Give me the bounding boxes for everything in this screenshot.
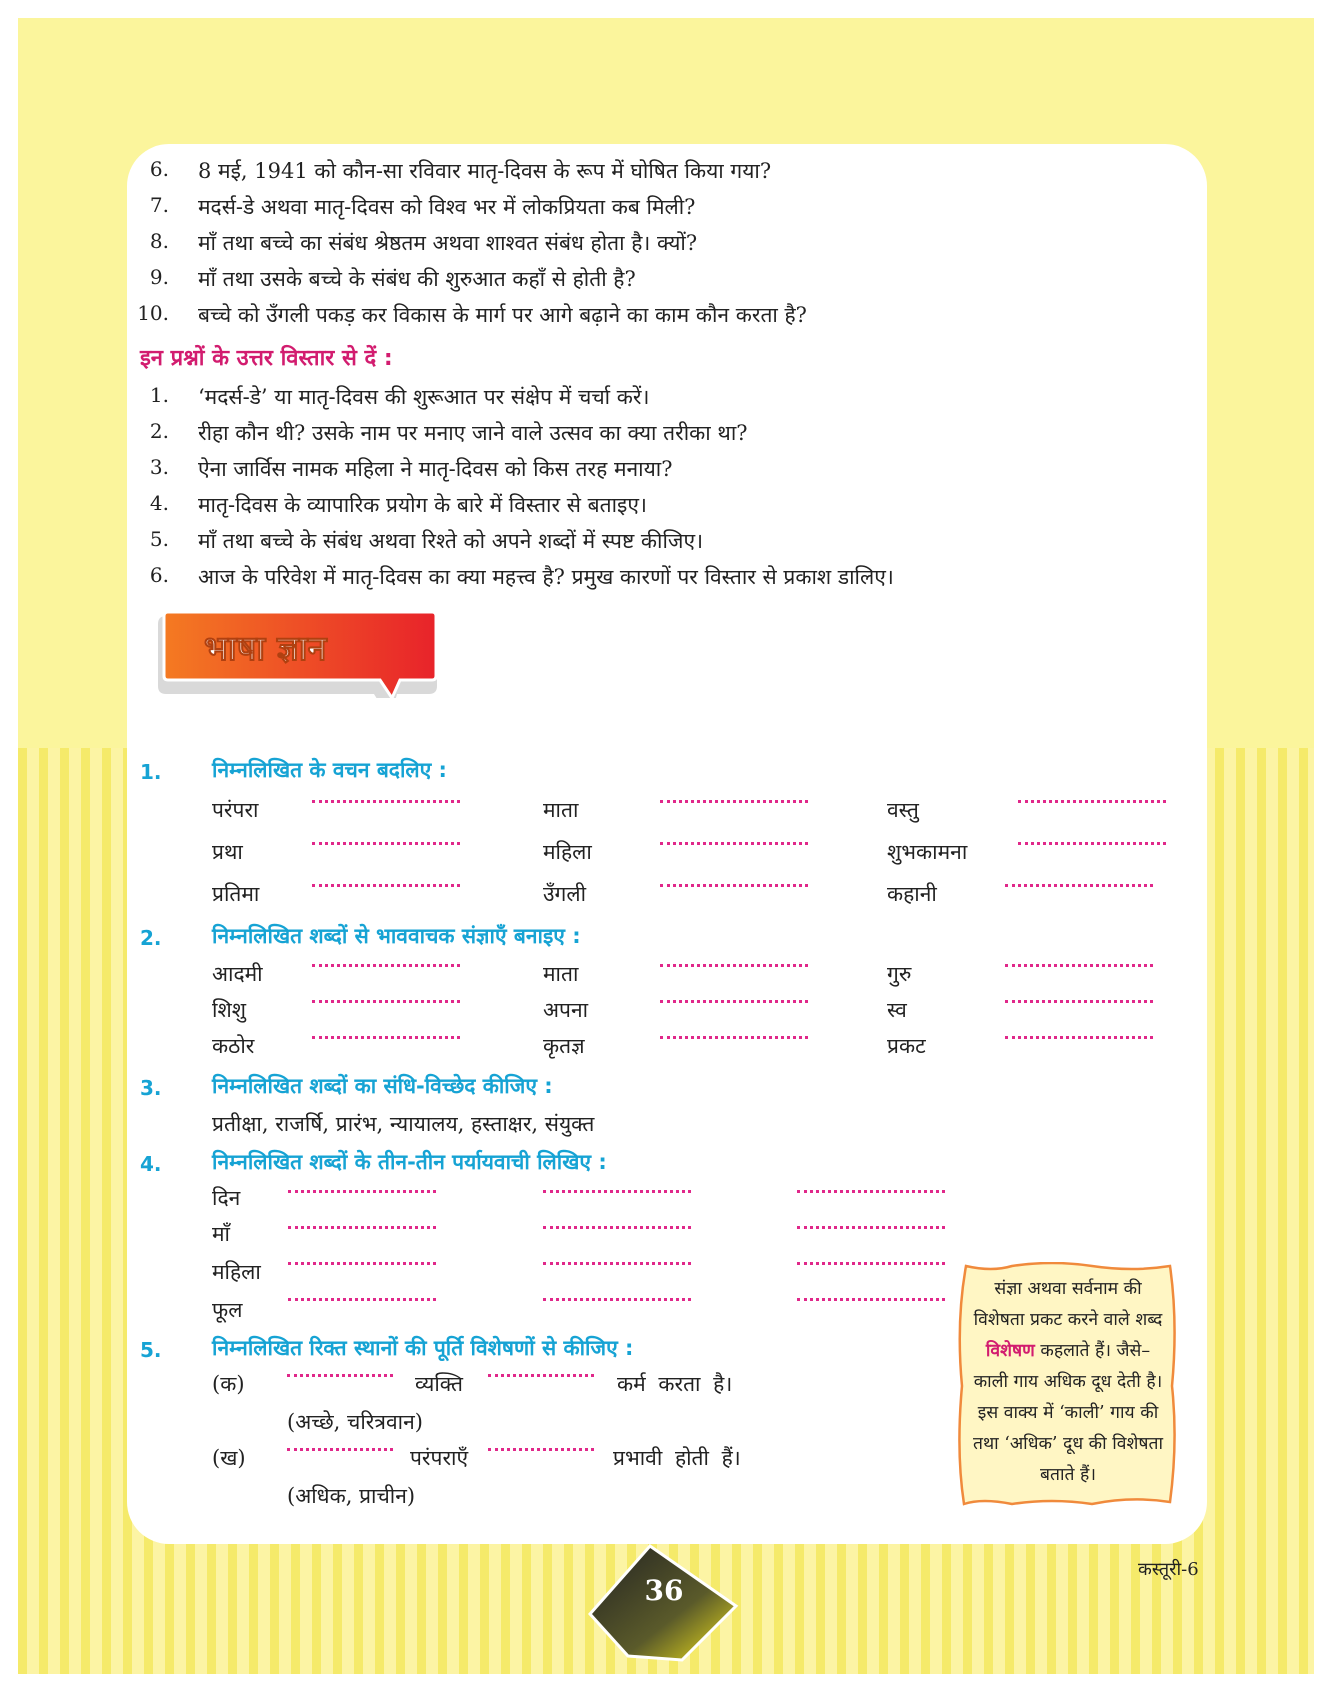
question-text: मातृ-दिवस के व्यापारिक प्रयोग के बारे में विस्तार से बताइए। [198,493,647,517]
note-highlight: विशेषण [985,1341,1035,1361]
blank [1005,964,1153,967]
word: प्रकट [887,1034,926,1058]
word: कहानी [887,882,937,906]
bhasha-gyan-badge [156,610,441,698]
section-title: निम्नलिखित शब्दों का संधि-विच्छेद कीजिए : [212,1074,553,1098]
question-text: माँ तथा उसके बच्चे के संबंध की शुरुआत कहाँ से होती है? [198,267,636,291]
section-number: 5. [140,1338,162,1362]
blank [488,1374,594,1377]
blank [1018,842,1166,845]
word: स्व [887,998,907,1022]
blank [312,964,460,967]
blank [797,1226,945,1229]
blank [543,1190,691,1193]
question-number: 7. [149,193,169,217]
word: आदमी [212,962,263,986]
blank [660,1036,808,1039]
blank [288,1226,436,1229]
question-number: 2. [149,419,169,443]
question-text: ऐना जार्विस नामक महिला ने मातृ-दिवस को किस तरह मनाया? [198,457,673,481]
section-title: निम्नलिखित शब्दों से भाववाचक संज्ञाएँ बनाइए : [212,924,581,948]
item-hint: (अच्छे, चरित्रवान) [287,1410,423,1434]
question-text: ‘मदर्स-डे’ या मातृ-दिवस की शुरूआत पर संक्षेप में चर्चा करें। [198,385,650,409]
item-word: परंपराएँ [410,1446,469,1470]
blank [660,1000,808,1003]
question-text: आज के परिवेश में मातृ-दिवस का क्या महत्त्व है? प्रमुख कारणों पर विस्तार से प्रकाश डालिए। [198,565,894,589]
item-word: कर्म करता है। [617,1372,733,1396]
question-text: रीहा कौन थी? उसके नाम पर मनाए जाने वाले उत्सव का क्या तरीका था? [198,421,748,445]
item-word: प्रभावी होती हैं। [613,1446,741,1470]
section-title: निम्नलिखित शब्दों के तीन-तीन पर्यायवाची लिखिए : [212,1150,607,1174]
blank [312,842,460,845]
word: महिला [212,1260,261,1284]
badge-title: भाषा ज्ञान [204,629,327,669]
word: दिन [212,1186,241,1210]
question-number: 1. [149,383,169,407]
word: प्रतिमा [212,882,260,906]
word: अपना [543,998,589,1022]
word: माता [543,962,579,986]
blank [1018,800,1166,803]
question-text: 8 मई, 1941 को कौन-सा रविवार मातृ-दिवस के रूप में घोषित किया गया? [198,159,772,183]
blank [287,1374,393,1377]
item-label: (ख) [212,1446,246,1470]
note-text [968,1274,1168,1491]
page-number-badge [588,1544,740,1662]
blank [1005,1000,1153,1003]
book-label: कस्तूरी-6 [1138,1559,1199,1580]
word: शिशु [212,998,246,1022]
blank [1005,1036,1153,1039]
blank [797,1190,945,1193]
question-number: 10. [137,301,169,325]
word: शुभकामना [887,840,968,864]
question-number: 9. [149,265,169,289]
word: माता [543,798,579,822]
note-text-post: कहलाते हैं। जैसे– काली गाय अधिक दूध देती है। इस वाक्य में ‘काली’ गाय की तथा ‘अधिक’ दूध की विशेषता बताते हैं। [973,1341,1163,1485]
word: कठोर [212,1034,255,1058]
blank [543,1226,691,1229]
question-text: बच्चे को उँगली पकड़ कर विकास के मार्ग पर आगे बढ़ाने का काम कौन करता है? [198,303,807,327]
question-number: 8. [149,229,169,253]
word: गुरु [887,962,912,986]
blank [312,1036,460,1039]
item-word: व्यक्ति [415,1372,464,1396]
item-label: (क) [212,1372,245,1396]
word: माँ [212,1222,230,1246]
question-number: 6. [149,157,169,181]
blank [287,1448,393,1451]
question-number: 4. [149,491,169,515]
sandhi-words: प्रतीक्षा, राजर्षि, प्रारंभ, न्यायालय, हस्ताक्षर, संयुक्त [212,1112,595,1136]
blank [543,1298,691,1301]
question-text: मदर्स-डे अथवा मातृ-दिवस को विश्व भर में लोकप्रियता कब मिली? [198,195,696,219]
question-number: 6. [149,563,169,587]
blank [288,1190,436,1193]
note-text-pre: संज्ञा अथवा सर्वनाम की विशेषता प्रकट करने वाले शब्द [973,1279,1163,1330]
blank [288,1262,436,1265]
blank [660,964,808,967]
blank [312,800,460,803]
blank [797,1298,945,1301]
question-text: माँ तथा बच्चे के संबंध अथवा रिश्ते को अपने शब्दों में स्पष्ट कीजिए। [198,529,704,553]
word: महिला [543,840,592,864]
word: वस्तु [887,798,919,822]
long-questions-heading: इन प्रश्नों के उत्तर विस्तार से दें : [140,346,393,371]
blank [488,1448,594,1451]
question-number: 3. [149,455,169,479]
blank [312,1000,460,1003]
blank [660,884,808,887]
section-title: निम्नलिखित रिक्त स्थानों की पूर्ति विशेषणों से कीजिए : [212,1336,634,1360]
section-title: निम्नलिखित के वचन बदलिए : [212,758,447,782]
blank [288,1298,436,1301]
section-number: 2. [140,926,162,950]
blank [312,884,460,887]
section-number: 4. [140,1152,162,1176]
item-hint: (अधिक, प्राचीन) [287,1484,416,1508]
blank [1005,884,1153,887]
section-number: 3. [140,1076,162,1100]
blank [543,1262,691,1265]
question-number: 5. [149,527,169,551]
word: कृतज्ञ [543,1034,585,1058]
word: उँगली [543,882,587,906]
page-number: 36 [644,1574,684,1607]
blank [660,842,808,845]
word: परंपरा [212,798,259,822]
blank [797,1262,945,1265]
word: फूल [212,1298,243,1322]
section-number: 1. [140,760,162,784]
blank [660,800,808,803]
word: प्रथा [212,840,243,864]
question-text: माँ तथा बच्चे का संबंध श्रेष्ठतम अथवा शाश्वत संबंध होता है। क्यों? [198,231,698,255]
